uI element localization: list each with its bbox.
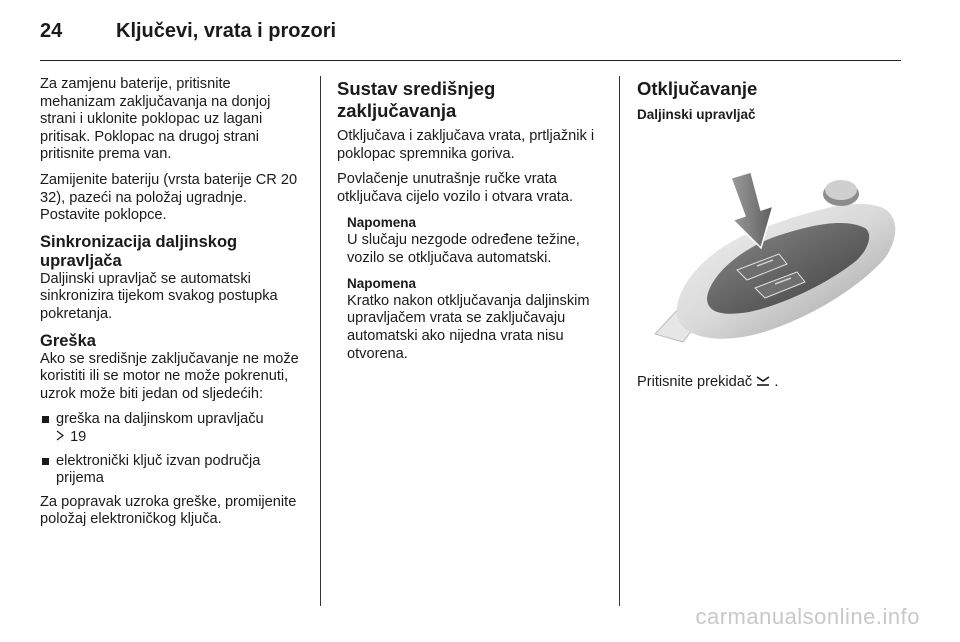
unlock-symbol-icon bbox=[756, 374, 774, 390]
column-2 bbox=[337, 76, 607, 371]
bullet-square-icon bbox=[42, 458, 49, 465]
note-1 bbox=[347, 214, 607, 267]
column-divider-2 bbox=[619, 76, 620, 606]
remote-key-illustration bbox=[637, 138, 901, 358]
unlock-caption bbox=[637, 374, 907, 392]
watermark-text: carmanualsonline.info bbox=[695, 604, 920, 629]
note-text: Kratko nakon otključavanja daljinskim upravljačem vrata se zaključavaju automatski ako nijedna vrata nisu otvorena. bbox=[347, 292, 590, 362]
bullet-text: greška na daljinskom upravljaču bbox=[56, 411, 264, 428]
battery-paragraph-1: Za zamjenu baterije, pritisnite mehanizam zaključavanja na donjoj strani i uklonite poklopac uz lagani pritisak. Poklopac na drugoj strani pritisnite prema van. bbox=[40, 76, 271, 163]
battery-paragraph-2: Zamijenite bateriju (vrsta baterije CR 20 32), pazeći na položaj ugradnje. Postavite poklopce. bbox=[40, 171, 298, 224]
note-label: Napomena bbox=[347, 276, 417, 292]
sync-text: Daljinski upravljač se automatski sinkronizira tijekom svakog postupka pokretanja. bbox=[40, 270, 278, 322]
note-text: U slučaju nezgode određene težine, vozilo se otključava automatski. bbox=[347, 231, 580, 266]
column-3 bbox=[637, 76, 907, 399]
page-reference-link[interactable]: 19 bbox=[70, 428, 87, 445]
note-2 bbox=[347, 275, 607, 363]
column-1 bbox=[40, 76, 308, 537]
column-divider-1 bbox=[320, 76, 321, 606]
central-locking-paragraph-1: Otključava i zaključava vrata, prtljažnik i poklopac spremnika goriva. bbox=[337, 128, 595, 162]
unlocking-heading: Otključavanje bbox=[637, 78, 758, 99]
central-locking-paragraph-2: Povlačenje unutrašnje ručke vrata otključava cijelo vozilo i otvara vrata. bbox=[337, 171, 574, 205]
page-reference-icon[interactable] bbox=[56, 429, 66, 447]
bullet-square-icon bbox=[42, 416, 49, 423]
page-number: 24 bbox=[40, 20, 63, 42]
caption-end: . bbox=[774, 373, 779, 390]
page-header bbox=[40, 20, 336, 50]
note-label: Napomena bbox=[347, 215, 417, 231]
fix-paragraph: Za popravak uzroka greške, promijenite položaj elektroničkog ključa. bbox=[40, 493, 297, 528]
list-item bbox=[40, 411, 308, 446]
sync-heading: Sinkronizacija daljinskog upravljača bbox=[40, 232, 238, 270]
fault-text: Ako se središnje zaključavanje ne može koristiti ili se motor ne može pokrenuti, uzrok može biti jedan od sljedećih: bbox=[40, 350, 299, 402]
remote-key-icon bbox=[637, 138, 901, 358]
fault-list bbox=[40, 411, 308, 487]
fault-heading: Greška bbox=[40, 331, 96, 350]
central-locking-heading: Sustav središnjeg zaključavanja bbox=[337, 78, 496, 121]
bullet-text: elektronički ključ izvan područja prijema bbox=[56, 452, 261, 487]
page-title: Ključevi, vrata i prozori bbox=[116, 20, 337, 42]
caption-text: Pritisnite prekidač bbox=[637, 373, 753, 390]
remote-control-subheading: Daljinski upravljač bbox=[637, 107, 756, 122]
list-item bbox=[40, 453, 308, 488]
header-rule bbox=[40, 60, 901, 61]
